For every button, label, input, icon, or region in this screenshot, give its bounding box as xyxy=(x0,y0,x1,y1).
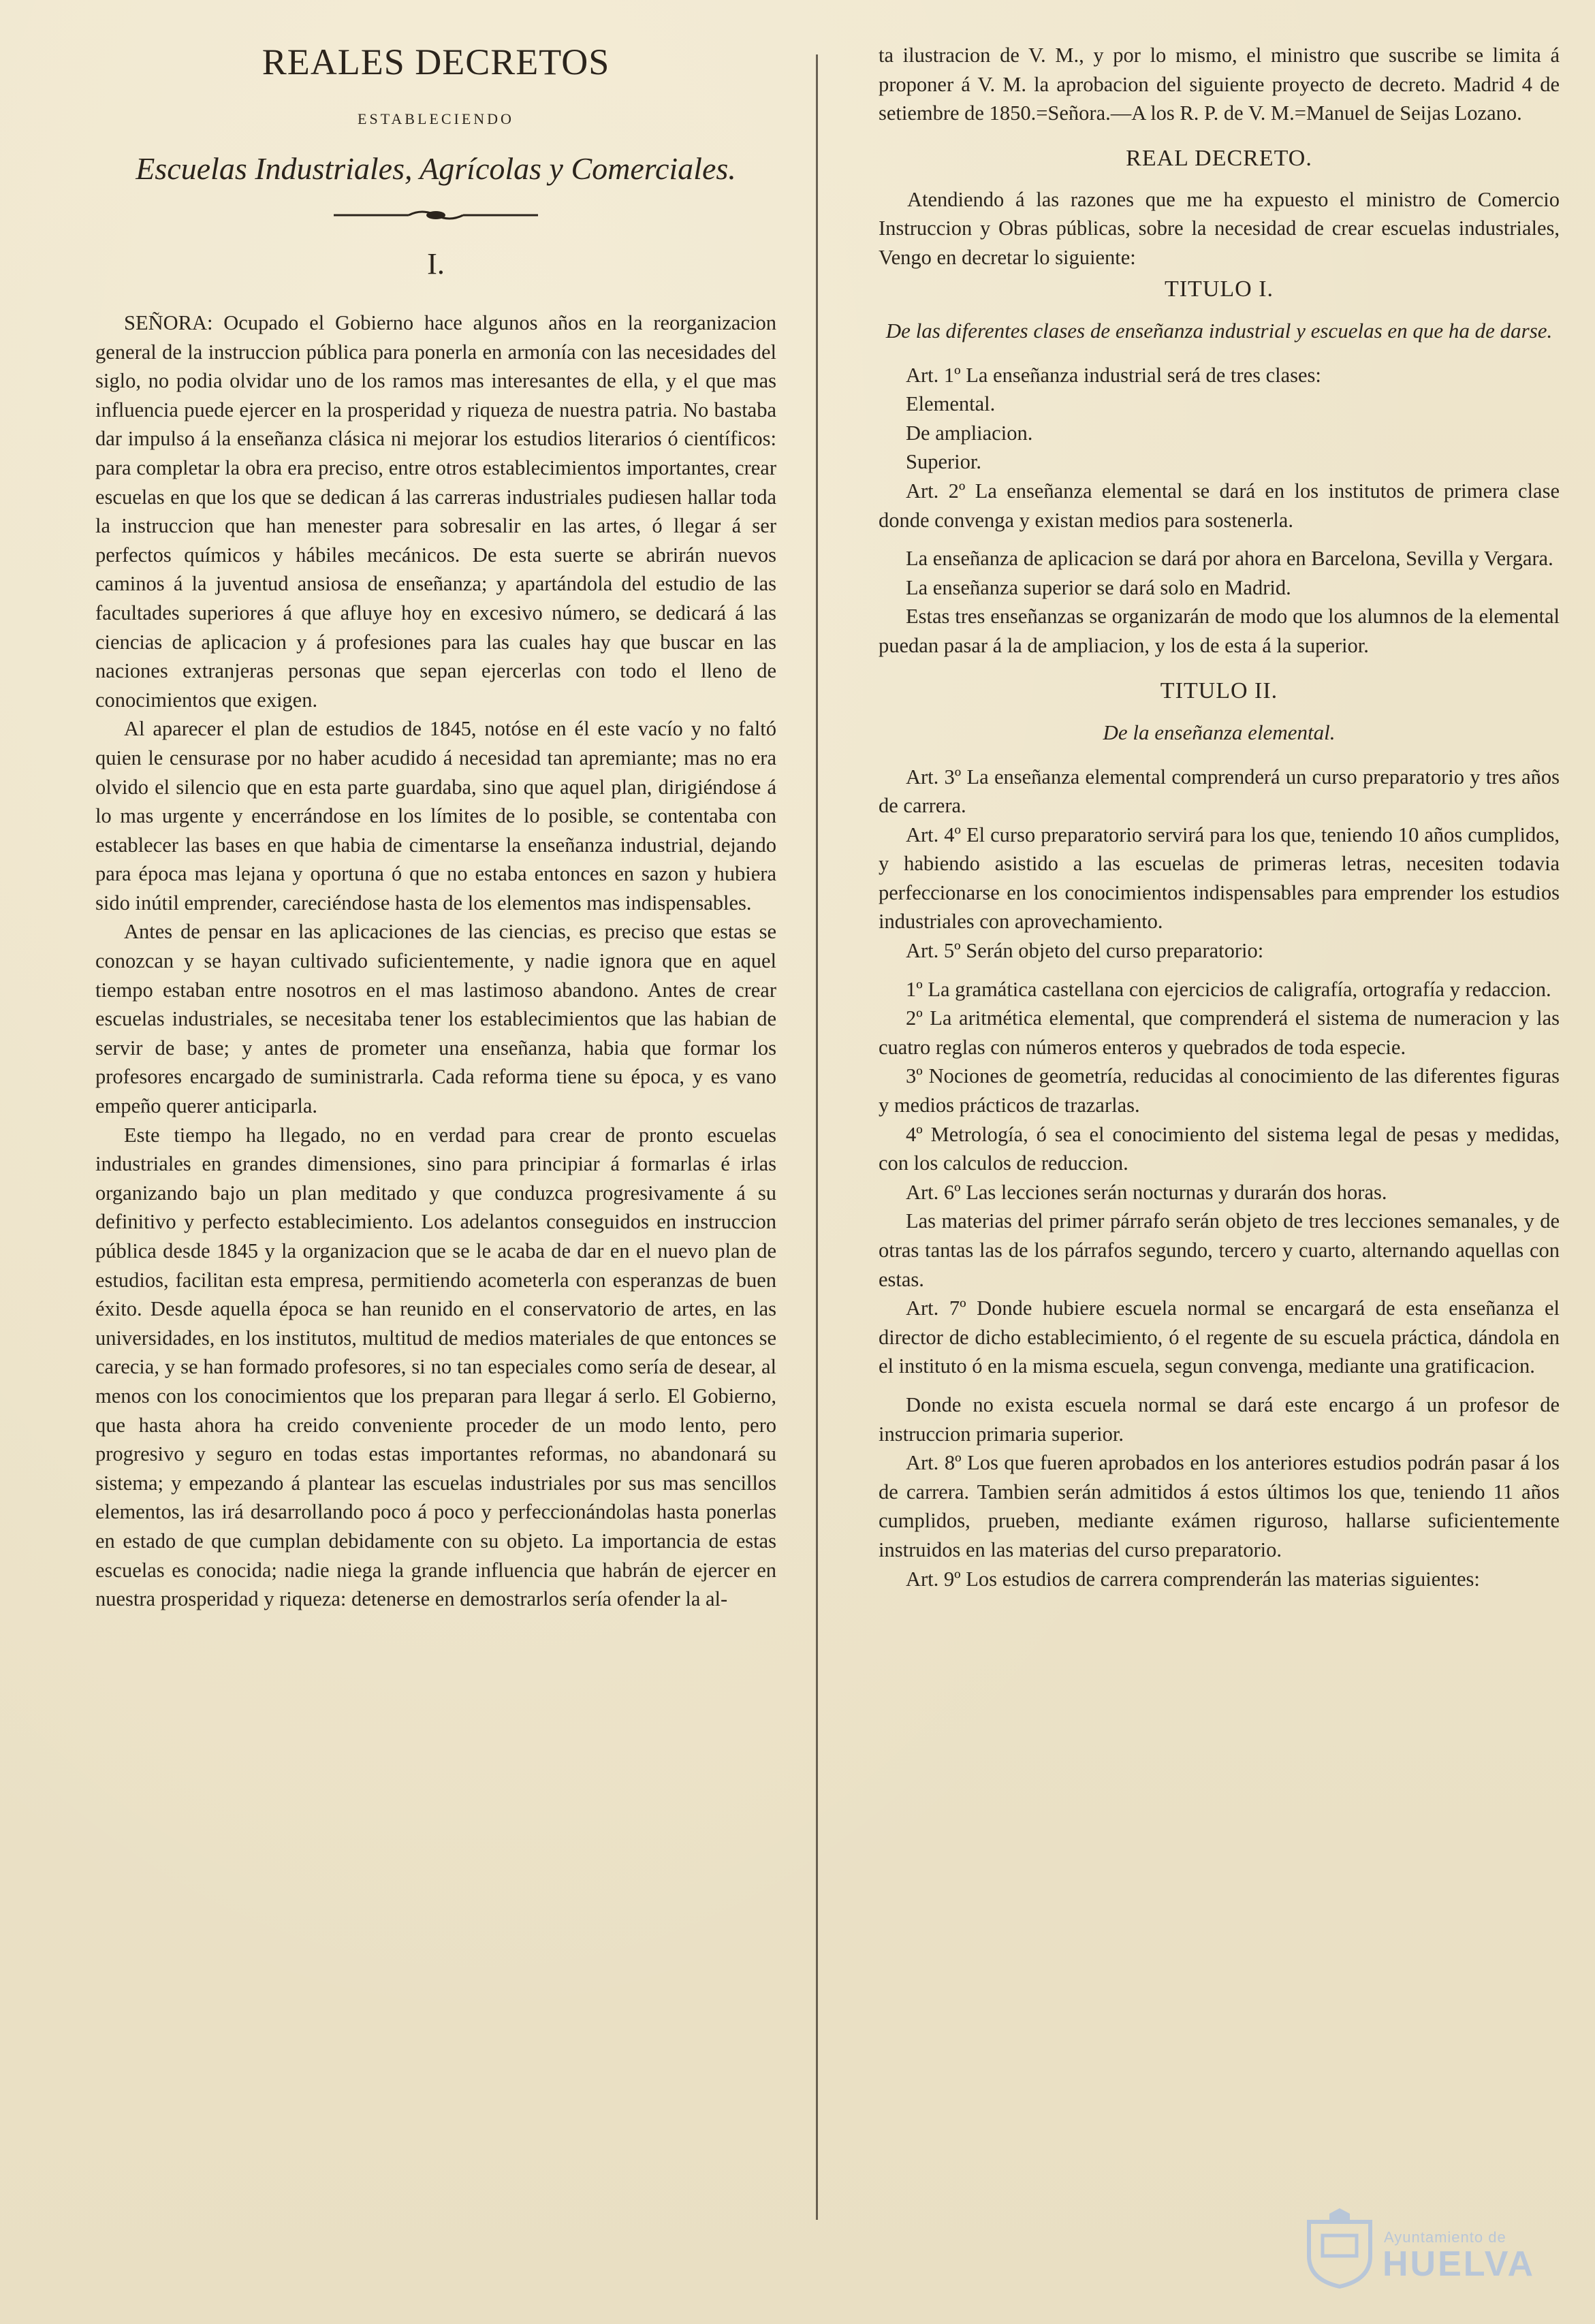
paragraph: SEÑORA: Ocupado el Gobierno hace algunos años en la reorganizacion general de la instruccion pública para ponerla en armonía con las necesidades del siglo, no podia olvidar uno de los ramos mas interesantes de ella, y el que mas influencia puede ejercer en la prosperidad y riqueza de nuestra patria. No bastaba dar impulso á la enseñanza clásica ni mejorar los estudios literarios ó científicos: para completar la obra era preciso, entre otros establecimientos importantes, crear escuelas en que los que se dedican á las carreras industriales pudiesen hallar toda la instruccion que han menester para sobresalir en las artes, ó llegar á ser perfectos químicos y hábiles mecánicos. De esta suerte se abrirán nuevos caminos á la juventud ansiosa de enseñanza; y apartándola del estudio de las facultades superiores á que afluye hoy en excesivo número, se dedicará á las ciencias de aplicacion y á profesiones para las cuales hay que buscar en las naciones extranjeras personas que sepan ejercerlas con todo el lleno de conocimientos que exigen. xyxy=(95,311,776,712)
list-item: De ampliacion. xyxy=(906,421,1033,445)
ornament-divider-icon xyxy=(334,208,538,222)
subheading-titulo-2: De la enseñanza elemental. xyxy=(1103,720,1336,744)
article-1: Art. 1º La enseñanza industrial será de tres clases: xyxy=(906,363,1321,387)
paragraph: ta ilustracion de V. M., y por lo mismo, el ministro que suscribe se limita á proponer á V. M. la aprobacion del siguiente proyecto de decreto. Madrid 4 de setiembre de 1850.=Señora.—A los R. P. de V. M.=Manuel de Seijas Lozano. xyxy=(879,44,1560,125)
right-column xyxy=(879,41,1560,2220)
article-6: Art. 6º Las lecciones serán nocturnas y durarán dos horas. xyxy=(906,1180,1387,1204)
paragraph: Estas tres enseñanzas se organizarán de modo que los alumnos de la elemental puedan pasar á la de ampliacion, y los de esta á la superior. xyxy=(879,605,1560,657)
huelva-logo xyxy=(1302,2195,1547,2297)
list-item: Superior. xyxy=(906,450,981,474)
document-italic-title: Escuelas Industriales, Agrícolas y Comerciales. xyxy=(136,151,736,186)
column-divider xyxy=(816,54,818,2220)
article-3: Art. 3º La enseñanza elemental comprenderá un curso preparatorio y tres años de carrera. xyxy=(879,765,1560,818)
list-item: 2º La aritmética elemental, que comprenderá el sistema de numeracion y las cuatro reglas con números enteros y quebrados de toda especie. xyxy=(879,1006,1560,1059)
list-item: 4º Metrología, ó sea el conocimiento del sistema legal de pesas y medidas, con los calculos de reduccion. xyxy=(879,1122,1560,1175)
document-title: REALES DECRETOS xyxy=(262,42,610,82)
paragraph: Este tiempo ha llegado, no en verdad para crear de pronto escuelas industriales en grandes dimensiones, sino para principiar á formarlas é irlas organizando bajo un plan meditado y que conduzca progresivamente á su definitivo y perfecto establecimiento. Los adelantos conseguidos en instruccion pública desde 1845 y la organizacion que se le acaba de dar en el nuevo plan de estudios, facilitan esta empresa, permitiendo acometerla con esperanzas de buen éxito. Desde aquella época se han reunido en el conservatorio de artes, en las universidades, en los institutos, multitud de medios materiales de que entonces se carecia, y se han formado profesores, si no tan especiales como sería de desear, al menos con los conocimientos que los preparan para llegar á serlo. El Gobierno, que hasta ahora ha creido conveniente proceder de un modo lento, pero progresivo y seguro en todas estas importantes reformas, no abandonará su sistema; y empezando á plantear las escuelas industriales por sus mas sencillos elementos, las irá desarrollando poco á poco y perfeccionándolas hasta ponerlas en estado de que cumplan debidamente con su objeto. La importancia de estas escuelas es conocida; nadie niega la grande influencia que habrán de ejercer en nuestra prosperidad y riqueza: detenerse en demostrarlos sería ofender la al- xyxy=(95,1123,776,1611)
paragraph: Al aparecer el plan de estudios de 1845, notóse en él este vacío y no faltó quien le censurase por no haber acudido á necesidad tan apremiante; mas no era olvido el silencio que en esta parte guardaba, sino que aquel plan, dirigiéndose á lo mas urgente y encerrándose en los límites de lo posible, se contentaba con establecer las bases en que habia de cimentarse la enseñanza industrial, dejando para época mas lejana y oportuna ó que no estaba entonces en sazon y hubiera sido inútil emprender, careciéndose hasta de los elementos mas indispensables. xyxy=(95,717,776,914)
logo-line-1: Ayuntamiento de xyxy=(1384,2229,1506,2246)
left-column xyxy=(95,41,776,2220)
paragraph: Las materias del primer párrafo serán objeto de tres lecciones semanales, y de otras tantas las de los párrafos segundo, tercero y cuarto, alternando aquellas con estas. xyxy=(879,1209,1560,1291)
paragraph: La enseñanza superior se dará solo en Madrid. xyxy=(906,575,1291,599)
section-number: I. xyxy=(427,247,445,281)
paragraph: Donde no exista escuela normal se dará este encargo á un profesor de instruccion primaria superior. xyxy=(879,1392,1560,1446)
article-4: Art. 4º El curso preparatorio servirá para los que, teniendo 10 años cumplidos, y habiendo asistido a las escuelas de primeras letras, necesiten todavia perfeccionarse en los conocimientos indispensables para emprender los estudios industriales con aprovechamiento. xyxy=(879,823,1560,934)
heading-titulo-1: TITULO I. xyxy=(1164,276,1274,302)
paragraph: La enseñanza de aplicacion se dará por ahora en Barcelona, Sevilla y Vergara. xyxy=(906,547,1553,571)
heading-titulo-2: TITULO II. xyxy=(1160,678,1278,703)
list-item: 1º La gramática castellana con ejercicios de caligrafía, ortografía y redaccion. xyxy=(906,977,1551,1001)
logo-line-2: HUELVA xyxy=(1383,2244,1536,2284)
city-seal-icon xyxy=(1302,2208,1377,2290)
document-subtitle: ESTABLECIENDO xyxy=(358,110,514,127)
article-8: Art. 8º Los que fueren aprobados en los anteriores estudios podrán pasar á los de carrera. Tambien serán admitidos á estos últimos los que, teniendo 11 años cumplidos, prueben, mediante exámen riguroso, hallarse suficientemente instruidos en las materias del curso preparatorio. xyxy=(879,1451,1560,1561)
list-item: 3º Nociones de geometría, reducidas al conocimiento de las diferentes figuras y medios prácticos de trazarlas. xyxy=(879,1064,1560,1117)
subheading-titulo-1: De las diferentes clases de enseñanza industrial y escuelas en que ha de darse. xyxy=(885,318,1553,343)
heading-real-decreto: REAL DECRETO. xyxy=(1126,145,1312,171)
article-2: Art. 2º La enseñanza elemental se dará en los institutos de primera clase donde convenga y existan medios para sostenerla. xyxy=(879,479,1560,532)
article-5: Art. 5º Serán objeto del curso preparatorio: xyxy=(906,939,1264,963)
paragraph: Atendiendo á las razones que me ha expuesto el ministro de Comercio Instruccion y Obras públicas, sobre la necesidad de crear escuelas industriales, Vengo en decretar lo siguiente: xyxy=(879,187,1560,269)
list-item: Elemental. xyxy=(906,392,996,416)
article-7: Art. 7º Donde hubiere escuela normal se encargará de esta enseñanza el director de dicho establecimiento, ó el regente de su escuela práctica, dándola en el instituto ó en la misma escuela, segun convenga, mediante una gratificacion. xyxy=(879,1296,1560,1378)
paragraph: Antes de pensar en las aplicaciones de las ciencias, es preciso que estas se conozcan y se hayan cultivado suficientemente, y nadie ignora que en aquel tiempo estaban entre nosotros en el mas lastimoso abandono. Antes de crear escuelas industriales, se necesitaba tener los establecimientos que las habian de servir de base; y antes de prometer una enseñanza, habia que formar los profesores encargado de suministrarla. Cada reforma tiene su época, y es vano empeño querer anticiparla. xyxy=(95,920,776,1118)
article-9: Art. 9º Los estudios de carrera comprenderán las materias siguientes: xyxy=(906,1567,1480,1591)
